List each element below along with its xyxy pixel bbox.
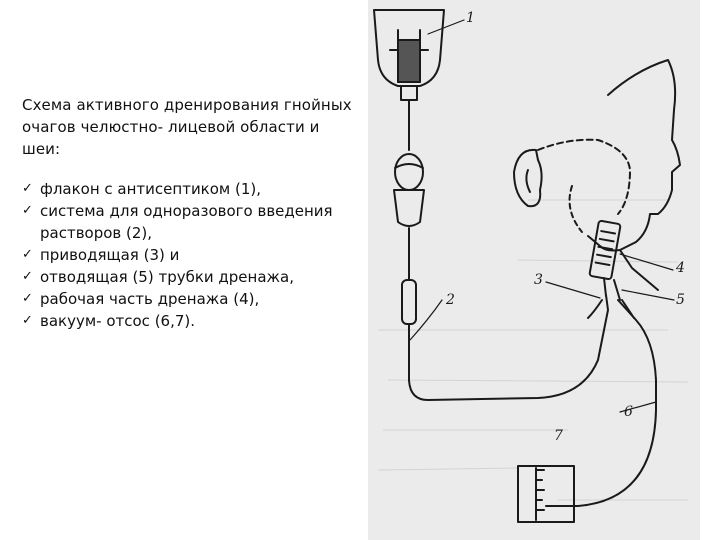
check-icon: ✓ xyxy=(22,291,33,306)
list-item xyxy=(22,288,362,310)
label-3: 3 xyxy=(534,272,543,288)
bullet-text: отводящая (5) трубки дренажа, xyxy=(40,268,295,286)
text-panel xyxy=(22,94,362,332)
bullet-text: приводящая (3) и xyxy=(40,246,180,264)
check-icon: ✓ xyxy=(22,181,33,196)
drainage-diagram-svg xyxy=(368,0,700,540)
label-5: 5 xyxy=(676,292,685,308)
label-2: 2 xyxy=(446,292,455,308)
list-item xyxy=(22,310,362,332)
label-6: 6 xyxy=(624,404,633,420)
check-icon: ✓ xyxy=(22,269,33,284)
label-7: 7 xyxy=(554,428,563,444)
list-item xyxy=(22,266,362,288)
list-item xyxy=(22,178,362,200)
drainage-diagram xyxy=(368,0,700,540)
check-icon: ✓ xyxy=(22,313,33,328)
bullet-text: система для одноразового введения растворов (2), xyxy=(40,202,333,242)
bullet-text: вакуум- отсос (6,7). xyxy=(40,312,196,330)
check-icon: ✓ xyxy=(22,247,33,262)
bullet-text: флакон с антисептиком (1), xyxy=(40,180,262,198)
check-icon: ✓ xyxy=(22,203,33,218)
bullet-text: рабочая часть дренажа (4), xyxy=(40,290,260,308)
label-1: 1 xyxy=(466,10,475,26)
list-item xyxy=(22,244,362,266)
bullet-list xyxy=(22,178,362,332)
list-item xyxy=(22,200,362,244)
label-4: 4 xyxy=(676,260,685,276)
slide-title: Схема активного дренирования гнойных очагов челюстно- лицевой области и шеи: xyxy=(22,96,352,158)
